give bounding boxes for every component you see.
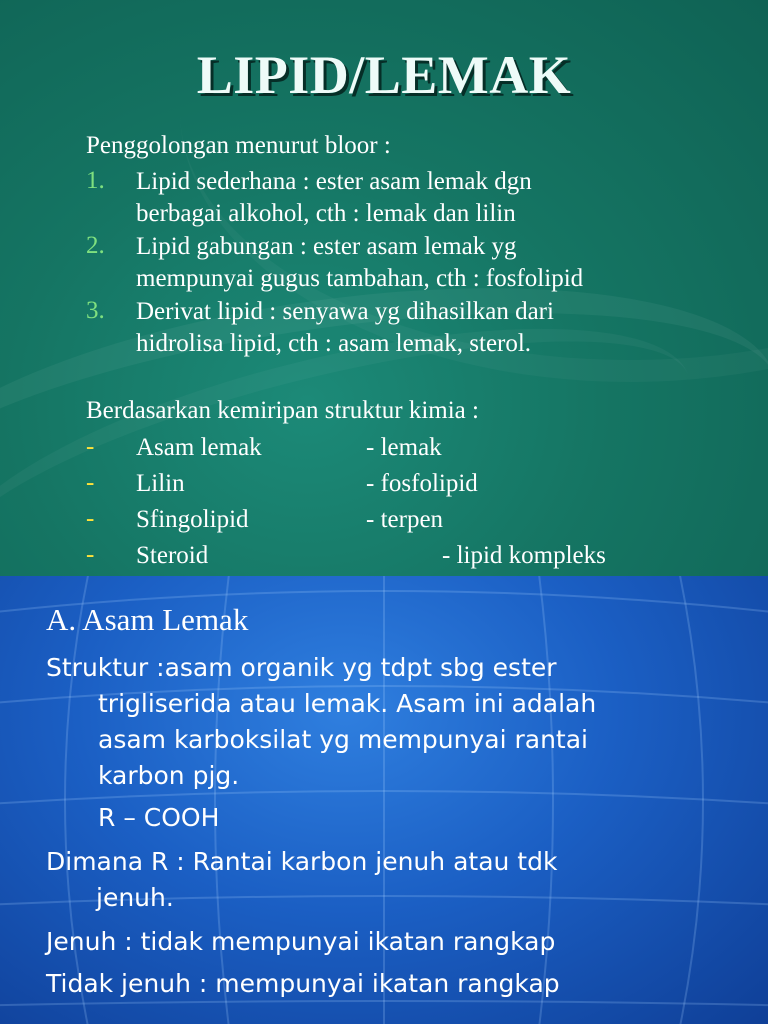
body-line: Struktur :asam organik yg tdpt sbg ester bbox=[46, 653, 557, 682]
body-line: Dimana R : Rantai karbon jenuh atau tdk bbox=[46, 847, 558, 876]
structure-subheading: Berdasarkan kemiripan struktur kimia : bbox=[86, 397, 479, 424]
bullet-dash: - bbox=[86, 469, 95, 496]
item-number: 2. bbox=[86, 232, 105, 259]
item-line: Lipid gabungan : ester asam lemak yg bbox=[136, 233, 517, 260]
bullet-right: - fosfolipid bbox=[366, 470, 478, 497]
item-text bbox=[136, 166, 726, 230]
item-text bbox=[136, 231, 726, 295]
bullet-left: Lilin bbox=[136, 470, 185, 497]
item-line: Lipid sederhana : ester asam lemak dgn bbox=[136, 168, 532, 195]
body-line: trigliserida atau lemak. Asam ini adalah bbox=[98, 689, 597, 718]
body-line: Tidak jenuh : mempunyai ikatan rangkap bbox=[46, 969, 560, 998]
item-text bbox=[136, 296, 726, 360]
bullet-dash: - bbox=[86, 541, 95, 568]
bullet-left: Asam lemak bbox=[136, 434, 262, 461]
item-line: Derivat lipid : senyawa yg dihasilkan dari bbox=[136, 298, 554, 325]
item-line: berbagai alkohol, cth : lemak dan lilin bbox=[136, 200, 516, 227]
body-line: jenuh. bbox=[96, 883, 174, 912]
bullet-left: Sfingolipid bbox=[136, 506, 249, 533]
bullet-dash: - bbox=[86, 433, 95, 460]
body-line: asam karboksilat yg mempunyai rantai bbox=[98, 725, 589, 754]
slide-title: LIPID/LEMAK bbox=[196, 45, 572, 105]
body-line: karbon pjg. bbox=[98, 761, 240, 790]
classification-intro: Penggolongan menurut bloor : bbox=[86, 132, 391, 159]
bullet-left: Steroid bbox=[136, 542, 209, 569]
item-number: 1. bbox=[86, 167, 105, 194]
slide-asam-lemak bbox=[0, 576, 768, 1024]
bullet-right: - terpen bbox=[366, 506, 444, 533]
bullet-right: - lipid kompleks bbox=[442, 542, 606, 569]
item-line: hidrolisa lipid, cth : asam lemak, sterol. bbox=[136, 330, 532, 357]
item-number: 3. bbox=[86, 297, 105, 324]
item-line: mempunyai gugus tambahan, cth : fosfolipid bbox=[136, 265, 584, 292]
body-line: Jenuh : tidak mempunyai ikatan rangkap bbox=[46, 927, 556, 956]
section-heading: A. Asam Lemak bbox=[46, 602, 249, 637]
bullet-dash: - bbox=[86, 505, 95, 532]
bullet-right: - lemak bbox=[366, 434, 442, 461]
formula: R – COOH bbox=[98, 803, 220, 832]
